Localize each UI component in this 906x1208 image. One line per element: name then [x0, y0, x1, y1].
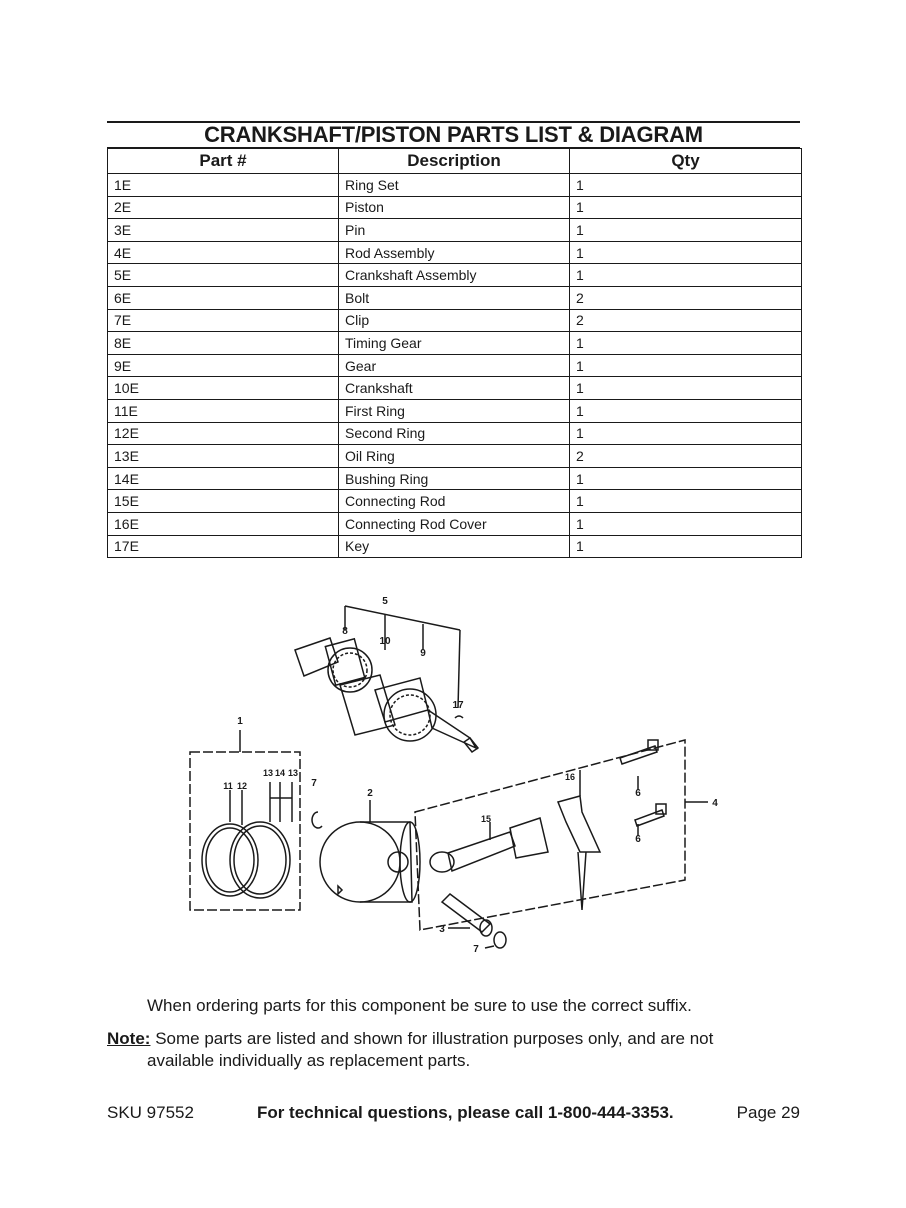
cell-qty: 1	[570, 241, 802, 264]
connecting-rod	[430, 818, 548, 872]
header-description: Description	[339, 149, 570, 174]
table-row	[108, 422, 802, 445]
rod-bolts	[620, 740, 666, 836]
cell-qty: 1	[570, 354, 802, 377]
cell-description: Piston	[339, 196, 570, 219]
cell-part-number: 11E	[108, 399, 339, 422]
callout-2: 2	[367, 788, 373, 799]
footer-page-number: Page 29	[736, 1103, 800, 1122]
title-block	[107, 121, 800, 148]
table-row	[108, 535, 802, 558]
table-row	[108, 445, 802, 468]
cell-description: Ring Set	[339, 174, 570, 197]
table-row	[108, 399, 802, 422]
crankshaft-piston-diagram	[180, 590, 740, 965]
table-row	[108, 241, 802, 264]
callout-7-lower: 7	[473, 944, 479, 955]
cell-qty: 2	[570, 445, 802, 468]
crankshaft	[295, 638, 478, 752]
callout-13-left: 13	[262, 768, 274, 778]
cell-qty: 1	[570, 467, 802, 490]
callout-4: 4	[712, 798, 718, 809]
clip-upper	[312, 812, 322, 828]
cell-part-number: 16E	[108, 512, 339, 535]
callout-3: 3	[439, 924, 445, 935]
cell-description: Pin	[339, 219, 570, 242]
piston-rings	[202, 782, 292, 898]
cell-qty: 1	[570, 196, 802, 219]
cell-part-number: 4E	[108, 241, 339, 264]
cell-qty: 1	[570, 512, 802, 535]
note-line-1: Some parts are listed and shown for illustration purposes only, and are not	[155, 1029, 714, 1048]
callout-14: 14	[274, 768, 286, 778]
page-title: CRANKSHAFT/PISTON PARTS LIST & DIAGRAM	[204, 122, 703, 147]
cell-part-number: 7E	[108, 309, 339, 332]
callout-17: 17	[452, 700, 464, 711]
rod-cap	[558, 770, 600, 910]
callout-12: 12	[236, 781, 248, 791]
table-row	[108, 354, 802, 377]
table-row	[108, 174, 802, 197]
cell-description: Bolt	[339, 286, 570, 309]
cell-qty: 1	[570, 422, 802, 445]
footer-tech-support: For technical questions, please call 1-800-444-3353.	[256, 1103, 674, 1122]
page-footer	[107, 1103, 800, 1123]
cell-part-number: 15E	[108, 490, 339, 513]
cell-qty: 1	[570, 264, 802, 287]
cell-part-number: 17E	[108, 535, 339, 558]
callout-13-right: 13	[287, 768, 299, 778]
cell-part-number: 2E	[108, 196, 339, 219]
callout-9: 9	[420, 648, 426, 659]
cell-part-number: 10E	[108, 377, 339, 400]
cell-description: Clip	[339, 309, 570, 332]
table-row	[108, 196, 802, 219]
cell-description: Timing Gear	[339, 332, 570, 355]
table-row	[108, 332, 802, 355]
piston	[320, 800, 420, 902]
cell-qty: 1	[570, 535, 802, 558]
table-row	[108, 286, 802, 309]
table-row	[108, 264, 802, 287]
table-row	[108, 490, 802, 513]
cell-qty: 1	[570, 332, 802, 355]
table-row	[108, 377, 802, 400]
cell-description: Bushing Ring	[339, 467, 570, 490]
callout-7-upper: 7	[311, 778, 317, 789]
cell-description: Oil Ring	[339, 445, 570, 468]
note-line-2: available individually as replacement parts.	[147, 1051, 471, 1070]
cell-part-number: 3E	[108, 219, 339, 242]
cell-qty: 1	[570, 219, 802, 242]
cell-qty: 1	[570, 377, 802, 400]
callout-15: 15	[480, 814, 492, 824]
cell-part-number: 8E	[108, 332, 339, 355]
header-qty: Qty	[570, 149, 802, 174]
table-row	[108, 219, 802, 242]
cell-qty: 1	[570, 399, 802, 422]
table-row	[108, 512, 802, 535]
cell-description: Gear	[339, 354, 570, 377]
cell-description: Key	[339, 535, 570, 558]
piston-pin	[442, 894, 506, 948]
cell-description: Connecting Rod	[339, 490, 570, 513]
cell-description: Second Ring	[339, 422, 570, 445]
table-row	[108, 309, 802, 332]
cell-part-number: 1E	[108, 174, 339, 197]
note-block	[107, 1028, 807, 1072]
cell-qty: 2	[570, 286, 802, 309]
table-header-row	[108, 149, 802, 174]
callout-6-lower: 6	[635, 834, 641, 845]
ordering-instruction: When ordering parts for this component be sure to use the correct suffix.	[147, 996, 692, 1015]
cell-part-number: 9E	[108, 354, 339, 377]
callout-5: 5	[382, 596, 388, 607]
callout-1: 1	[237, 716, 243, 727]
crankshaft-bracket	[345, 606, 460, 708]
cell-part-number: 6E	[108, 286, 339, 309]
cell-part-number: 13E	[108, 445, 339, 468]
callout-8: 8	[342, 626, 348, 637]
callout-16: 16	[564, 772, 576, 782]
header-part: Part #	[108, 149, 339, 174]
parts-table	[107, 148, 802, 558]
cell-description: Connecting Rod Cover	[339, 512, 570, 535]
cell-qty: 2	[570, 309, 802, 332]
cell-part-number: 14E	[108, 467, 339, 490]
cell-part-number: 5E	[108, 264, 339, 287]
callout-6-upper: 6	[635, 788, 641, 799]
cell-description: Crankshaft	[339, 377, 570, 400]
footer-sku: SKU 97552	[107, 1103, 194, 1122]
cell-qty: 1	[570, 490, 802, 513]
cell-part-number: 12E	[108, 422, 339, 445]
cell-description: Rod Assembly	[339, 241, 570, 264]
callout-11: 11	[223, 781, 233, 791]
cell-qty: 1	[570, 174, 802, 197]
table-row	[108, 467, 802, 490]
note-label: Note:	[107, 1029, 151, 1048]
cell-description: Crankshaft Assembly	[339, 264, 570, 287]
callout-10: 10	[379, 636, 391, 647]
cell-description: First Ring	[339, 399, 570, 422]
